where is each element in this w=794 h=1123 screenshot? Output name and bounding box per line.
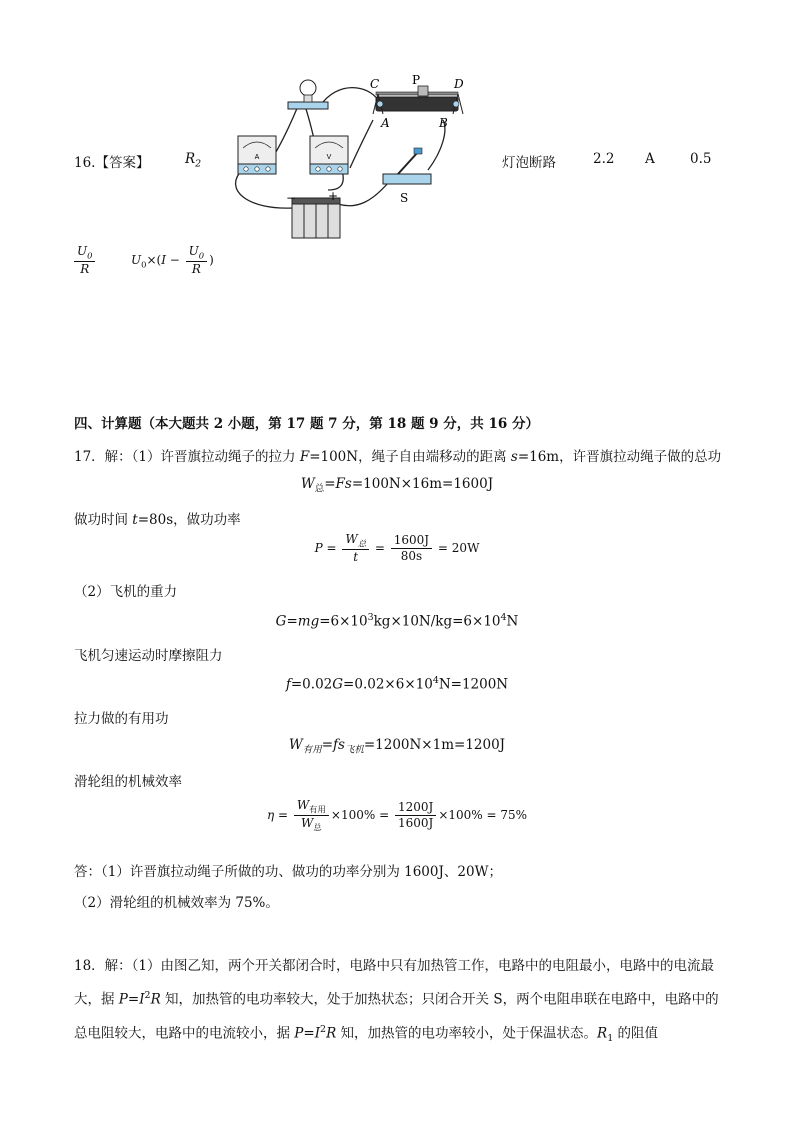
- q17-eq2: P = $\frac{W_总}{t}$ = $\frac{1600J}{80s}$ = 20W: [314, 532, 480, 564]
- q17-line2: 做功时间 t=80s，做功功率: [74, 512, 241, 528]
- q17-answer-1: 答：（1）许晋旗拉动绳子所做的功、做功的功率分别为 1600J、20W；: [74, 864, 502, 880]
- rheostat-icon: [373, 86, 463, 114]
- ammeter-label: A: [254, 154, 260, 161]
- q17-line1: 17．解：（1）许晋旗拉动绳子的拉力 F=100N，绳子自由端移动的距离 s=16m，许晋旗拉动绳子做的总功: [74, 449, 722, 465]
- section4-heading: 四、计算题（本大题共 2 小题，第 17 题 7 分，第 18 题 9 分，共 16 分）: [74, 416, 539, 432]
- q17-eq3: $G=mg=6\times 10^3kg\times 10N/kg=6\times 10^4N$: [275, 612, 519, 630]
- q17-eq1: $W_总=Fs=100N\times 16m=1600J$: [300, 476, 494, 495]
- label-a: A: [381, 116, 390, 130]
- wire-ammeter-to-battery: [236, 170, 293, 208]
- q16-frac1: $\frac{U_0}{R}$: [72, 244, 97, 277]
- q16-volt: 2.2: [593, 151, 615, 167]
- q17-line5: 拉力做的有用功: [74, 711, 169, 727]
- battery-icon: [292, 198, 340, 238]
- label-b: B: [439, 116, 448, 130]
- switch-icon: [383, 148, 431, 184]
- label-plus: +: [328, 189, 339, 203]
- q17-line3: （2）飞机的重力: [74, 584, 178, 600]
- label-s: S: [400, 191, 409, 205]
- label-d: D: [454, 77, 464, 91]
- q17-eq4: $f=0.02G=0.02\times 6\times 10^4N=1200N$: [285, 675, 509, 693]
- wire-voltmeter-to-a: [350, 120, 373, 168]
- q16-unit-a: A: [645, 151, 655, 167]
- q17-eq6: η = $\frac{W_{有用}}{W_总}$ ×100% = $\frac{1200J}{1600J}$ ×100% = 75%: [266, 798, 528, 833]
- q16-label: 16.【答案】: [74, 155, 150, 171]
- q17-line6: 滑轮组的机械效率: [74, 774, 182, 790]
- label-minus: −: [286, 191, 297, 205]
- q17-line4: 飞机匀速运动时摩擦阻力: [74, 648, 223, 664]
- q16-fault: 灯泡断路: [502, 155, 556, 171]
- q18-paragraph: 18．解：（1）由图乙知，两个开关都闭合时，电路中只有加热管工作，电路中的电阻最小，电路中的电流最大，据 $P=I^2R$ 知，加热管的电功率较大，处于加热状态；只闭合开关 S，两个电阻串联在电路中，电路中的总电阻较大，电路中的电流较小，据 $P=I^2R$ 知，加热管的电功率较小，处于保温状态。$R_1$ 的阻值: [74, 958, 719, 1044]
- circuit-diagram: [228, 70, 478, 245]
- q16-val-05: 0.5: [690, 151, 712, 167]
- q17-answer-2: （2）滑轮组的机械效率为 75%。: [74, 895, 279, 911]
- label-p: P: [412, 73, 421, 87]
- bulb-icon: [288, 80, 328, 109]
- voltmeter-label: V: [326, 154, 332, 161]
- q16-expr: $U_0\times(I$ − $\frac{U_0}{R}$ ): [131, 244, 214, 276]
- q17-eq5: $W_{有用}=fs_{飞机}=1200N\times 1m=1200J$: [288, 737, 506, 756]
- wire-battery-to-switch: [338, 183, 388, 206]
- q16-r2: $R_2$: [185, 151, 202, 170]
- label-c: C: [370, 77, 380, 91]
